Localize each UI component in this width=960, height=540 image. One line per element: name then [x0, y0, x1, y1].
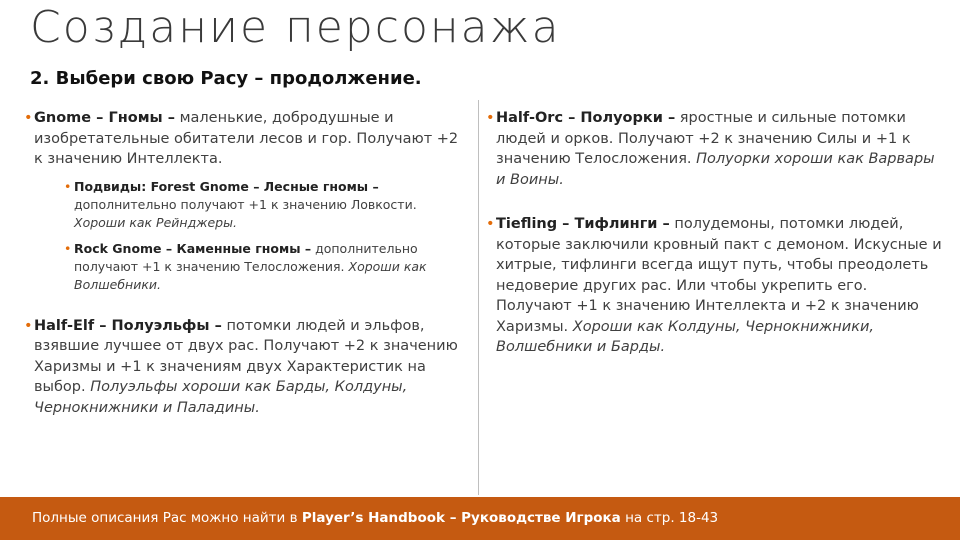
item-italic: Полуэльфы хороши как Барды, Колдуны, Чернокнижники и Паладины.	[34, 379, 408, 416]
slide-subtitle: 2. Выбери свою Расу – продолжение.	[30, 68, 422, 89]
sub-item-lead: Подвиды: Forest Gnome – Лесные гномы –	[74, 178, 379, 194]
footer-book-title: Player’s Handbook – Руководстве Игрока	[301, 510, 621, 526]
item-lead: Half-Orc – Полуорки –	[496, 110, 676, 126]
sub-item-italic: Хороши как Волшебники.	[74, 258, 427, 292]
column-divider	[478, 100, 479, 495]
sub-item-text: дополнительно получают +1 к значению Ловкости.	[74, 196, 417, 212]
item-text: полудемоны, потомки людей, которые заключили кровный пакт с демоном. Искусные и хитрые, тифлинги всегда ищут путь, чтобы преодолеть недоверие других рас. Или чтобы укрепить его. Получают +1 к значению Интеллекта и +2 к значению Харизмы.	[496, 216, 942, 335]
list-item-half-orc	[486, 108, 946, 190]
item-text: потомки людей и эльфов, взявшие лучшее от двух рас. Получают +2 к значению Харизмы и +1 к значениям двух Характеристик на выбор.	[34, 317, 458, 395]
right-column	[486, 108, 946, 372]
item-lead: Tiefling – Тифлинги –	[496, 216, 670, 232]
item-italic: Хороши как Колдуны, Чернокнижники, Волшебники и Барды.	[496, 318, 874, 355]
item-text: яростные и сильные потомки людей и орков. Получают +2 к значению Силы и +1 к значению Телосложения.	[496, 110, 911, 167]
item-lead: Half-Elf – Полуэльфы –	[34, 317, 222, 334]
footer-text	[32, 510, 718, 526]
footer-bar	[0, 497, 960, 540]
sub-item-forest-gnome	[64, 178, 464, 232]
sub-item-text: дополнительно получают +1 к значению Телосложения.	[74, 240, 418, 274]
slide-title: Создание персонажа	[30, 2, 561, 53]
list-item-tiefling	[486, 214, 946, 358]
footer-prefix: Полные описания Рас можно найти в	[32, 510, 302, 526]
item-text: маленькие, добродушные и изобретательные обитатели лесов и гор. Получают +2 к значению Интеллекта.	[34, 110, 459, 167]
sub-item-lead: Rock Gnome – Каменные гномы –	[74, 240, 312, 256]
list-item-gnome	[24, 108, 464, 294]
sub-item-italic: Хороши как Рейнджеры.	[74, 214, 237, 230]
item-italic: Полуорки хороши как Варвары и Воины.	[496, 151, 935, 188]
item-lead: Gnome – Гномы –	[34, 110, 175, 126]
left-column	[24, 108, 464, 432]
list-item-half-elf	[24, 316, 464, 419]
footer-suffix: на стр. 18-43	[620, 510, 719, 526]
sub-item-rock-gnome	[64, 240, 464, 294]
